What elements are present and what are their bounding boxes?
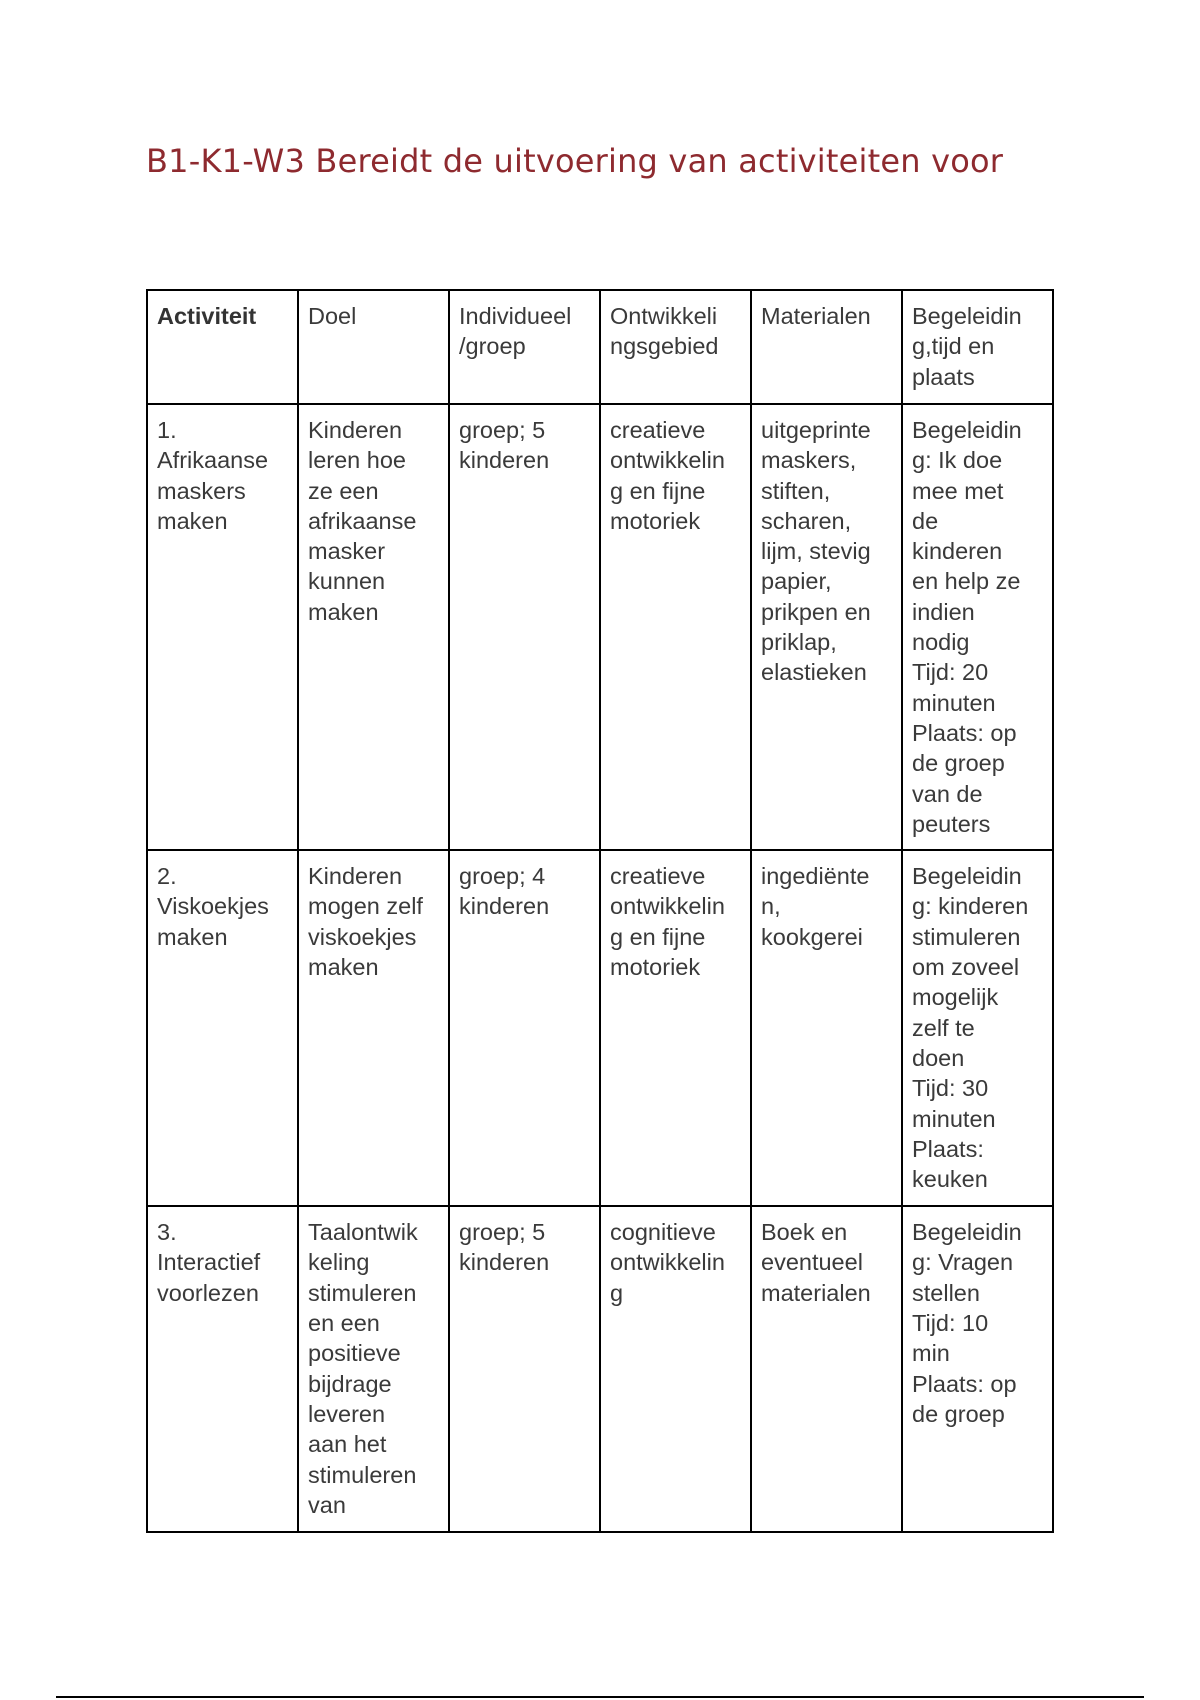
table-row — [147, 1206, 1053, 1532]
table-row — [147, 850, 1053, 1206]
cell-ontwikkelingsgebied: creatieve ontwikkelin g en fijne motoriek — [600, 850, 751, 1206]
page-title: B1-K1-W3 Bereidt de uitvoering van activiteiten voor — [146, 142, 1004, 180]
cell-individueel-groep: groep; 4 kinderen — [449, 850, 600, 1206]
footer-divider — [56, 1696, 1144, 1698]
cell-ontwikkelingsgebied: creatieve ontwikkelin g en fijne motoriek — [600, 404, 751, 850]
cell-activiteit: 2. Viskoekjes maken — [147, 850, 298, 1206]
cell-individueel-groep: groep; 5 kinderen — [449, 1206, 600, 1532]
header-cell-materialen: Materialen — [751, 290, 902, 404]
header-cell-individueel-groep: Individueel /groep — [449, 290, 600, 404]
cell-doel: Kinderen mogen zelf viskoekjes maken — [298, 850, 449, 1206]
cell-begeleiding: Begeleidin g: Vragen stellen Tijd: 10 min Plaats: op de groep — [902, 1206, 1053, 1532]
table-row — [147, 404, 1053, 850]
cell-activiteit: 3. Interactief voorlezen — [147, 1206, 298, 1532]
cell-materialen: Boek en eventueel materialen — [751, 1206, 902, 1532]
table-header-row — [147, 290, 1053, 404]
cell-materialen: uitgeprinte maskers, stiften, scharen, lijm, stevig papier, prikpen en priklap, elastieken — [751, 404, 902, 850]
cell-activiteit: 1. Afrikaanse maskers maken — [147, 404, 298, 850]
cell-begeleiding: Begeleidin g: kinderen stimuleren om zoveel mogelijk zelf te doen Tijd: 30 minuten Plaats: keuken — [902, 850, 1053, 1206]
cell-begeleiding: Begeleidin g: Ik doe mee met de kinderen en help ze indien nodig Tijd: 20 minuten Plaats: op de groep van de peuters — [902, 404, 1053, 850]
header-cell-begeleiding: Begeleidin g,tijd en plaats — [902, 290, 1053, 404]
header-cell-activiteit: Activiteit — [147, 290, 298, 404]
cell-doel: Taalontwik keling stimuleren en een positieve bijdrage leveren aan het stimuleren van — [298, 1206, 449, 1532]
cell-doel: Kinderen leren hoe ze een afrikaanse masker kunnen maken — [298, 404, 449, 850]
header-cell-ontwikkelingsgebied: Ontwikkeli ngsgebied — [600, 290, 751, 404]
header-cell-doel: Doel — [298, 290, 449, 404]
cell-individueel-groep: groep; 5 kinderen — [449, 404, 600, 850]
cell-ontwikkelingsgebied: cognitieve ontwikkelin g — [600, 1206, 751, 1532]
cell-materialen: ingediënte n, kookgerei — [751, 850, 902, 1206]
activities-table — [146, 289, 1054, 1533]
